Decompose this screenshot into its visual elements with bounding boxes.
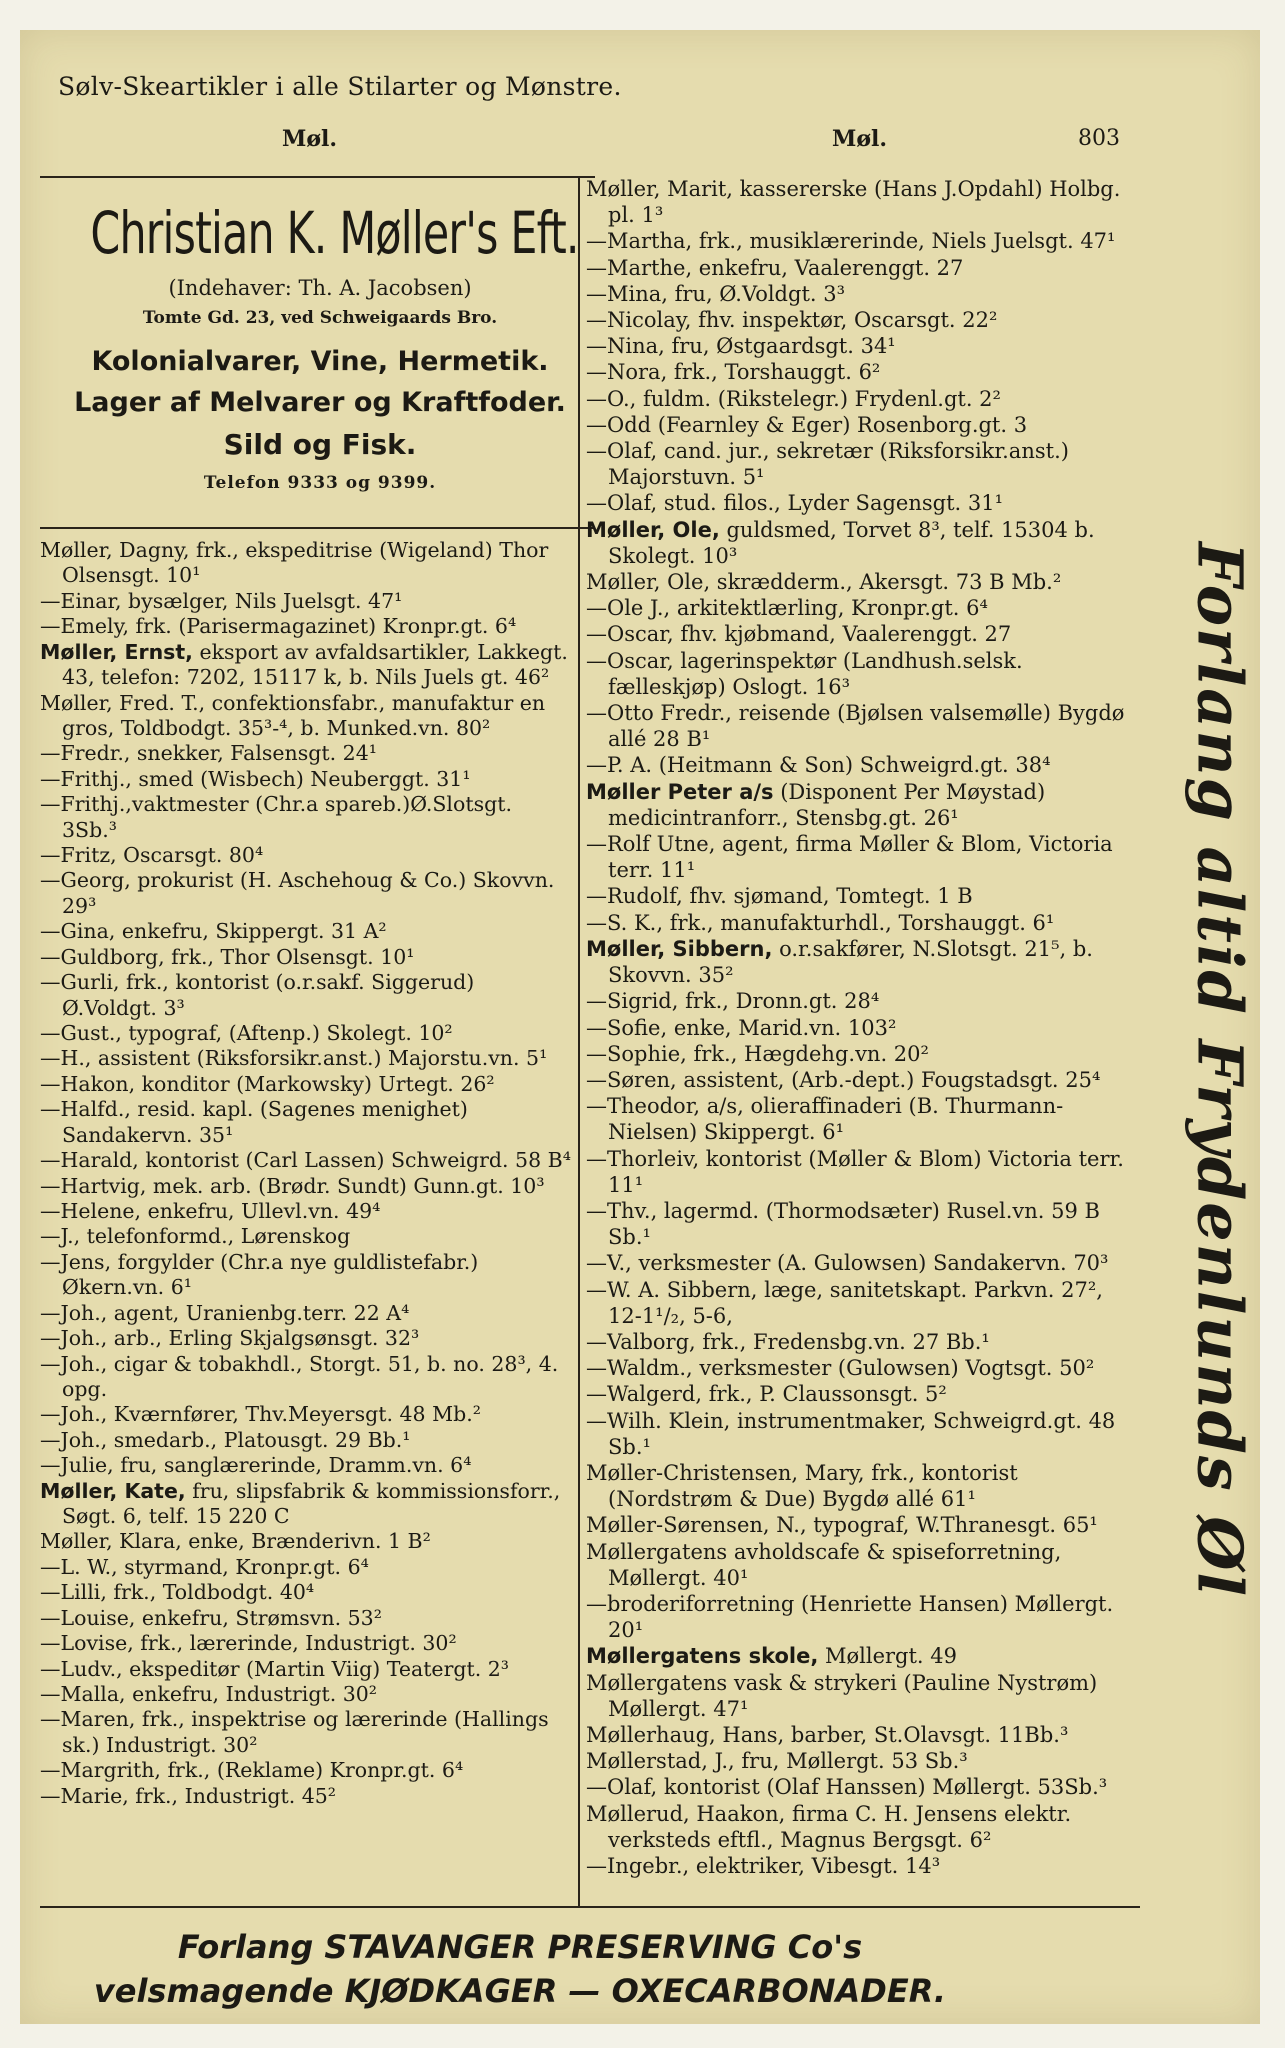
entry-text: —Julie, fru, sanglærerinde, Dramm.vn. 6⁴ [40,1453,472,1478]
directory-entry [40,1529,572,1554]
directory-entry [40,614,572,639]
entry-text: —Ludv., ekspeditør (Martin Viig) Teatergt. 2³ [40,1656,510,1681]
vertical-frydenlund-ad [1183,500,1257,1640]
ad-firm-name: Christian K. Møller's Eft. [90,199,579,267]
directory-entry [586,1015,1134,1041]
directory-entry [40,538,572,589]
entry-text: —Rudolf, fhv. sjømand, Tomtegt. 1 B [586,884,973,909]
entry-bold-name: Møller, Ole, [586,517,720,542]
entry-bold-name: Møllergatens skole, [586,1644,819,1669]
directory-entry [586,1512,1134,1538]
page-number: 803 [1078,126,1120,151]
entry-text: Møllergatens vask & strykeri (Pauline Nystrøm) Møllergt. 47¹ [586,1670,1098,1721]
entry-text: —Nicolay, fhv. inspektør, Oscarsgt. 22² [586,308,998,333]
entry-text: —J., telefonformd., Lørenskog [40,1224,351,1249]
directory-entry [40,640,572,691]
entry-text: —H., assistent (Riksforsikr.anst.) Majorstu.vn. 5¹ [40,1046,548,1071]
directory-entry [586,281,1134,307]
directory-entry [40,1021,572,1046]
directory-entry [40,843,572,868]
left-column-entries [40,538,572,1809]
entry-text: —Mina, fru, Ø.Voldgt. 3³ [586,281,846,306]
directory-entry [586,176,1134,228]
entry-text: —Maren, frk., inspektrise og lærerinde (Hallings sk.) Industrigt. 30² [40,1707,549,1757]
directory-entry [40,1301,572,1326]
directory-entry [586,1146,1134,1198]
entry-text: —Ingebr., elektriker, Vibesgt. 14³ [586,1854,941,1878]
directory-entry [586,1853,1134,1879]
directory-entry [40,945,572,970]
ad-bottom-rule [40,527,595,529]
directory-entry [586,1801,1134,1853]
entry-text: Møller-Christensen, Mary, frk., kontorist (Nordstrøm & Due) Bygdø allé 61¹ [586,1460,1018,1512]
directory-entry [40,1352,572,1403]
entry-text: fru, slipsfabrik & kommissionsforr., Søgt. 6, telf. 15 220 C [62,1478,561,1529]
directory-entry [40,1555,572,1580]
directory-entry [586,700,1134,752]
entry-text: —Fredr., snekker, Falsensgt. 24¹ [40,741,377,766]
directory-entry [40,919,572,944]
entry-text: —P. A. (Heitmann & Son) Schweigrd.gt. 38⁴ [586,753,1051,778]
directory-entry [586,1329,1134,1355]
entry-text: —Otto Fredr., reisende (Bjølsen valsemølle) Bygdø allé 28 B¹ [586,701,1125,752]
directory-entry [586,779,1134,831]
directory-entry [586,1355,1134,1381]
entry-text: —V., verksmester (A. Gulowsen) Sandakervn. 70³ [586,1251,1109,1276]
directory-entry [586,936,1134,988]
directory-entry [586,1748,1134,1774]
entry-text: Møller, Dagny, frk., ekspeditrise (Wigeland) Thor Olsensgt. 10¹ [40,538,549,588]
directory-entry [40,1784,572,1809]
directory-entry [586,333,1134,359]
ad-line-1: Kolonialvarer, Vine, Hermetik. [91,346,549,377]
directory-entry [586,1591,1134,1643]
entry-text: —S. K., frk., manufakturhdl., Torshauggt. 6¹ [586,910,1055,935]
directory-entry [586,517,1134,569]
directory-entry [586,1093,1134,1145]
directory-entry [586,621,1134,647]
entry-text: —Walgerd, frk., P. Claussonsgt. 5² [586,1382,947,1407]
directory-entry [40,868,572,919]
directory-entry [40,1580,572,1605]
entry-text: —Olaf, kontorist (Olaf Hanssen) Møllergt. 53Sb.³ [586,1775,1108,1800]
directory-entry [586,595,1134,621]
directory-entry [40,1631,572,1656]
entry-text: Møller, Fred. T., confektionsfabr., manufaktur en gros, Toldbodgt. 35³‑⁴, b. Munked.vn. 80² [40,690,546,740]
directory-entry [40,1148,572,1173]
moller-eft-advertisement [40,200,600,493]
directory-entry [40,1682,572,1707]
entry-text: —Wilh. Klein, instrumentmaker, Schweigrd.gt. 48 Sb.¹ [586,1408,1116,1459]
entry-text: —Harald, kontorist (Carl Lassen) Schweigrd. 58 B⁴ [40,1148,571,1173]
entry-bold-name: Møller, Ernst, [40,639,193,664]
directory-entry [40,1402,572,1427]
ad-line-2: Lager af Melvarer og Kraftfoder. [74,387,566,418]
ad-telephone: Telefon 9333 og 9399. [203,473,437,493]
directory-entry [40,1250,572,1301]
ad-line-3: Sild og Fisk. [223,428,417,461]
entry-text: —Nina, fru, Østgaardsgt. 34¹ [586,334,896,359]
directory-entry [40,1428,572,1453]
directory-entry [40,1072,572,1097]
directory-entry [586,988,1134,1014]
directory-entry [40,1657,572,1682]
directory-entry [586,883,1134,909]
entry-text: —Thv., lagermd. (Thormodsæter) Rusel.vn. 59 B Sb.¹ [586,1198,1100,1250]
entry-text: —Oscar, lagerinspektør (Landhush.selsk. fælleskjøp) Oslogt. 16³ [586,648,1023,699]
entry-text: —broderiforretning (Henriette Hansen) Møllergt. 20¹ [586,1591,1114,1643]
entry-text: —Jens, forgylder (Chr.a nye guldlistefabr.) Økern.vn. 6¹ [40,1249,479,1300]
ad-address: Tomte Gd. 23, ved Schweigaards Bro. [142,308,498,328]
entry-text: —W. A. Sibbern, læge, sanitetskapt. Parkvn. 27², 12-1¹/₂, 5-6, [586,1277,1103,1328]
bottom-ad-line-1: Forlang STAVANGER PRESERVING Co's [177,1928,863,1966]
directory-entry [40,1479,572,1530]
entry-text: —Joh., arb., Erling Skjalgsønsgt. 32³ [40,1326,420,1351]
directory-entry [586,910,1134,936]
ad-top-rule [40,176,595,178]
directory-entry [586,1539,1134,1591]
directory-entry [586,569,1134,595]
directory-entry [586,307,1134,333]
entry-text: —Odd (Fearnley & Eger) Rosenborg.gt. 3 [586,412,1028,437]
directory-entry [586,752,1134,778]
entry-text: —Søren, assistent, (Arb.-dept.) Fougstadsgt. 25⁴ [586,1067,1101,1092]
entry-text: —Rolf Utne, agent, firma Møller & Blom, Victoria terr. 11¹ [586,832,1113,883]
directory-entry [586,255,1134,281]
directory-entry [40,589,572,614]
entry-text: —Marthe, enkefru, Vaalerenggt. 27 [586,255,964,280]
entry-text: —Frithj., smed (Wisbech) Neuberggt. 31¹ [40,766,471,791]
entry-text: —Helene, enkefru, Ullevl.vn. 49⁴ [40,1198,381,1223]
directory-entry [40,1097,572,1148]
directory-entry [40,1606,572,1631]
entry-text: Møllerstad, J., fru, Møllergt. 53 Sb.³ [586,1749,968,1774]
entry-text: —Sofie, enke, Marid.vn. 103² [586,1015,897,1040]
entry-text: —Joh., cigar & tobakhdl., Storgt. 51, b. no. 28³, 4. opg. [40,1351,559,1401]
directory-entry [40,1224,572,1249]
directory-entry [40,1174,572,1199]
entry-text: —Joh., smedarb., Platousgt. 29 Bb.¹ [40,1427,411,1452]
directory-entry [586,1067,1134,1093]
entry-text: —Joh., Kværnfører, Thv.Meyersgt. 48 Mb.² [40,1402,481,1427]
directory-entry [586,1198,1134,1250]
directory-entry [586,438,1134,490]
directory-entry [586,1774,1134,1800]
directory-entry [40,691,572,742]
entry-text: (Disponent Per Møystad) medicintranforr., Stensbg.gt. 26¹ [608,779,1046,830]
directory-entry [40,1046,572,1071]
entry-text: —Marie, frk., Industrigt. 45² [40,1783,337,1808]
entry-text: o.r.sakfører, N.Slotsgt. 21⁵, b. Skovvn. 35² [608,936,1093,988]
directory-entry [586,359,1134,385]
bottom-rule [40,1906,1140,1908]
entry-text: guldsmed, Torvet 8³, telf. 15304 b. Skolegt. 10³ [608,517,1095,568]
directory-entry [40,1758,572,1783]
entry-text: —Nora, frk., Torshauggt. 6² [586,360,881,385]
right-column-entries [586,176,1134,1879]
directory-entry [40,767,572,792]
entry-text: —Guldborg, frk., Thor Olsensgt. 10¹ [40,944,415,969]
directory-entry [586,1250,1134,1276]
entry-text: —O., fuldm. (Rikstelegr.) Frydenl.gt. 2² [586,386,1001,411]
entry-bold-name: Møller, Kate, [40,1478,186,1503]
entry-text: —Louise, enkefru, Strømsvn. 53² [40,1605,382,1630]
directory-entry [586,1670,1134,1722]
entry-text: Møller-Sørensen, N., typograf, W.Thranesgt. 65¹ [586,1513,1098,1538]
directory-entry [586,228,1134,254]
left-running-head: Møl. [282,126,338,152]
entry-text: —Thorleiv, kontorist (Møller & Blom) Victoria terr. 11¹ [586,1146,1124,1197]
directory-entry [40,1707,572,1758]
directory-entry [586,831,1134,883]
entry-text: Møller, Klara, enke, Brænderivn. 1 B² [40,1529,431,1554]
directory-entry [586,490,1134,516]
directory-page [20,30,1260,2024]
directory-entry [586,1041,1134,1067]
entry-text: —Frithj.,vaktmester (Chr.a spareb.)Ø.Slotsgt. 3Sb.³ [40,792,512,842]
vertical-ad-text: Forlang altid Frydenlunds Øl [1183,542,1257,1598]
directory-entry [40,1326,572,1351]
entry-text: —Martha, frk., musiklærerinde, Niels Juelsgt. 47¹ [586,229,1116,254]
directory-entry [40,1199,572,1224]
entry-bold-name: Møller Peter a/s [586,779,774,804]
directory-entry [586,648,1134,700]
entry-text: —Einar, bysælger, Nils Juelsgt. 47¹ [40,588,403,613]
directory-entry [586,1722,1134,1748]
entry-text: —Hakon, konditor (Markowsky) Urtegt. 26² [40,1071,495,1096]
directory-entry [586,1408,1134,1460]
entry-text: —Olaf, stud. filos., Lyder Sagensgt. 31¹ [586,491,1004,516]
entry-text: —Oscar, fhv. kjøbmand, Vaalerenggt. 27 [586,622,1012,647]
entry-text: eksport av avfaldsartikler, Lakkegt. 43, telefon: 7202, 15117 k, b. Nils Juels gt. 46² [62,639,568,690]
entry-text: —Lovise, frk., lærerinde, Industrigt. 30² [40,1631,457,1656]
entry-text: —Valborg, frk., Fredensbg.vn. 27 Bb.¹ [586,1329,990,1354]
entry-text: —Fritz, Oscarsgt. 80⁴ [40,843,264,868]
directory-entry [586,1381,1134,1407]
directory-entry [40,741,572,766]
directory-entry [586,1643,1134,1669]
ad-owner: (Indehaver: Th. A. Jacobsen) [168,276,472,300]
entry-text: —Halfd., resid. kapl. (Sagenes menighet) Sandakervn. 35¹ [40,1097,468,1147]
entry-text: —Sophie, frk., Hægdehg.vn. 20² [586,1041,929,1066]
entry-text: —Georg, prokurist (H. Aschehoug & Co.) Skovvn. 29³ [40,868,555,918]
bottom-ad-line-2: velsmagende KJØDKAGER — OXECARBONADER. [93,1972,947,2010]
entry-text: —Gina, enkefru, Skippergt. 31 A² [40,919,387,944]
directory-entry [586,1460,1134,1512]
directory-entry [586,1277,1134,1329]
entry-text: Møllergatens avholdscafe & spiseforretning, Møllergt. 40¹ [586,1539,1062,1590]
entry-text: Møllergt. 49 [818,1644,957,1669]
entry-text: —Gust., typograf, (Aftenp.) Skolegt. 10² [40,1021,453,1046]
directory-entry [40,970,572,1021]
entry-text: —Lilli, frk., Toldbodgt. 40⁴ [40,1580,315,1605]
directory-entry [40,1453,572,1478]
entry-text: —Hartvig, mek. arb. (Brødr. Sundt) Gunn.gt. 10³ [40,1173,545,1198]
entry-text: Møller, Ole, skrædderm., Akersgt. 73 B Mb.² [586,570,1062,595]
top-slogan: Sølv-Skeartikler i alle Stilarter og Mønstre. [58,72,622,101]
directory-entry [586,386,1134,412]
entry-text: —L. W., styrmand, Kronpr.gt. 6⁴ [40,1554,369,1579]
right-running-head: Møl. [832,126,888,152]
entry-text: Møller, Marit, kassererske (Hans J.Opdahl) Holbg. pl. 1³ [586,177,1121,228]
entry-text: —Gurli, frk., kontorist (o.r.sakf. Siggerud) Ø.Voldgt. 3³ [40,970,475,1020]
entry-text: —Margrith, frk., (Reklame) Kronpr.gt. 6⁴ [40,1758,464,1783]
entry-text: —Joh., agent, Uranienbg.terr. 22 A⁴ [40,1300,410,1325]
directory-entry [40,792,572,843]
entry-text: Møllerhaug, Hans, barber, St.Olavsgt. 11Bb.³ [586,1722,1069,1747]
entry-text: —Waldm., verksmester (Gulowsen) Vogtsgt. 50² [586,1356,1095,1381]
entry-text: —Emely, frk. (Parisermagazinet) Kronpr.gt. 6⁴ [40,614,517,639]
directory-entry [586,412,1134,438]
entry-text: —Theodor, a/s, olieraffinaderi (B. Thurmann-Nielsen) Skippergt. 6¹ [586,1094,1064,1145]
entry-text: —Sigrid, frk., Dronn.gt. 28⁴ [586,989,880,1014]
entry-text: Møllerud, Haakon, firma C. H. Jensens elektr. verksteds eftfl., Magnus Bergsgt. 6² [586,1801,1072,1852]
entry-text: —Ole J., arkitektlærling, Kronpr.gt. 6⁴ [586,596,988,621]
entry-bold-name: Møller, Sibbern, [586,936,773,961]
entry-text: —Olaf, cand. jur., sekretær (Riksforsikr.anst.) Majorstuvn. 5¹ [586,439,1069,490]
entry-text: —Malla, enkefru, Industrigt. 30² [40,1681,378,1706]
